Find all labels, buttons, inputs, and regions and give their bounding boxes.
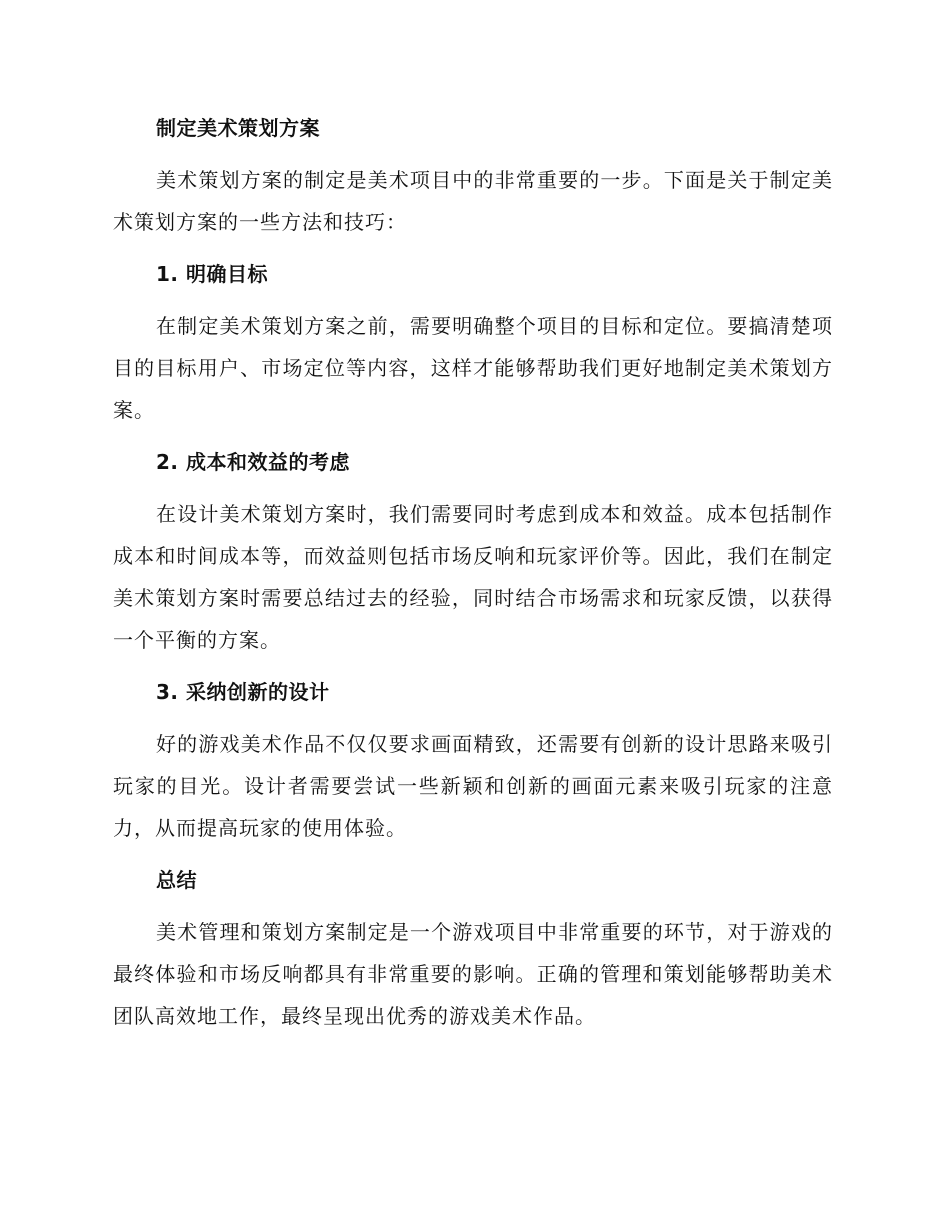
document-content [113,107,833,1037]
document-title: 制定美术策划方案 [156,116,320,140]
section-heading-cost-benefit: 2. 成本和效益的考虑 [156,450,350,474]
section-body-cost-benefit: 在设计美术策划方案时，我们需要同时考虑到成本和效益。成本包括制作成本和时间成本等，而效益则包括市场反响和玩家评价等。因此，我们在制定美术策划方案时需要总结过去的经验，同时结合市场需求和玩家反馈，以获得一个平衡的方案。 [113,502,833,652]
section-body-goals: 在制定美术策划方案之前，需要明确整个项目的目标和定位。要搞清楚项目的目标用户、市场定位等内容，这样才能够帮助我们更好地制定美术策划方案。 [113,314,833,422]
summary-body: 美术管理和策划方案制定是一个游戏项目中非常重要的环节，对于游戏的最终体验和市场反响都具有非常重要的影响。正确的管理和策划能够帮助美术团队高效地工作，最终呈现出优秀的游戏美术作品。 [113,920,833,1028]
intro-paragraph: 美术策划方案的制定是美术项目中的非常重要的一步。下面是关于制定美术策划方案的一些方法和技巧： [113,168,833,234]
section-heading-goals: 1. 明确目标 [156,262,268,286]
summary-heading: 总结 [156,868,197,892]
section-body-innovation: 好的游戏美术作品不仅仅要求画面精致，还需要有创新的设计思路来吸引玩家的目光。设计者需要尝试一些新颖和创新的画面元素来吸引玩家的注意力，从而提高玩家的使用体验。 [113,732,833,840]
section-heading-innovation: 3. 采纳创新的设计 [156,680,330,704]
